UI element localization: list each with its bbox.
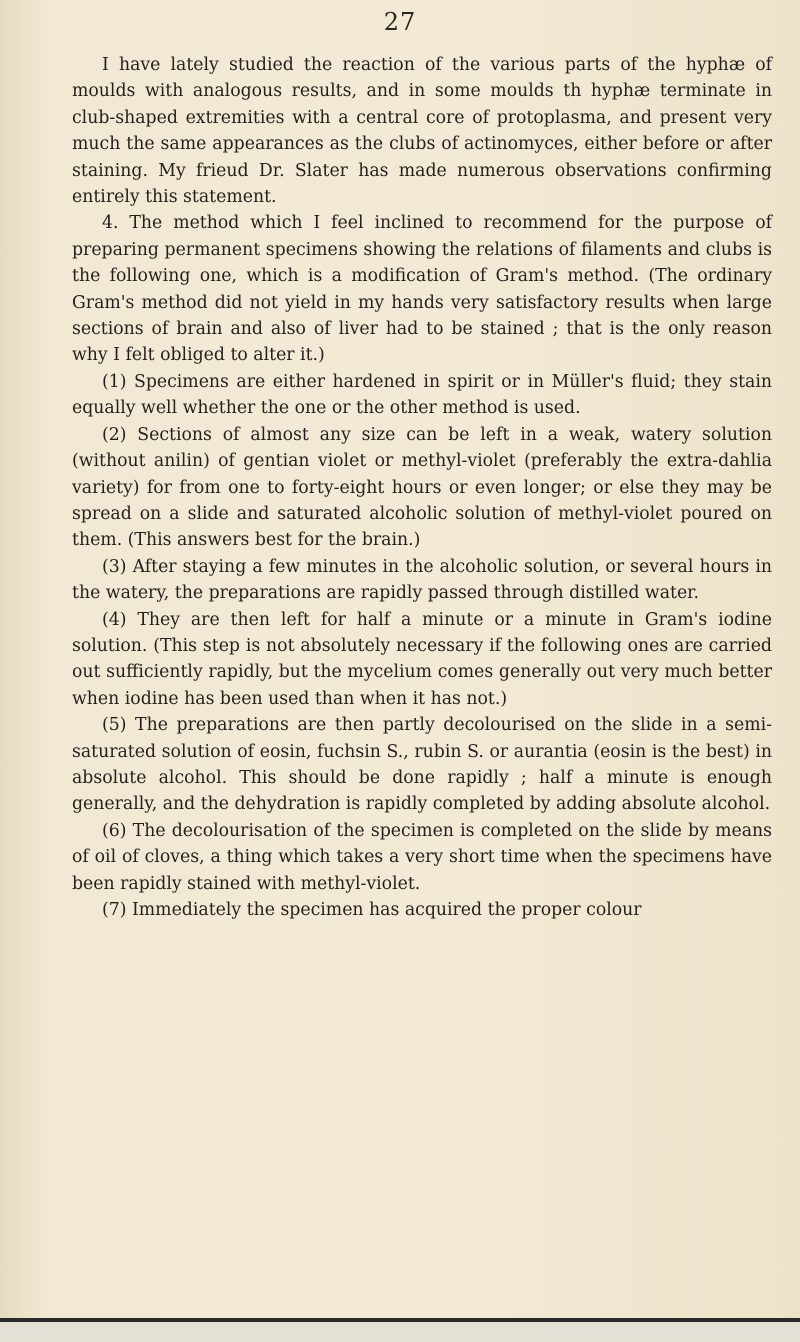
scan-margin: [0, 1322, 800, 1342]
paragraph-step-7: (7) Immediately the specimen has acquired the proper colour: [102, 900, 642, 920]
paragraph-method: 4. The method which I feel inclined to recommend for the purpose of preparing permanent specimens showing the relations of filaments and clubs is the following one, which is a modification of Gram's method. (The ordinary Gram's method did not yield in my hands very satisfactory results when large sections of brain and also of liver had to be stained ; that is the only reason why I felt obliged to alter it.): [72, 213, 772, 366]
paragraph-step-6: (6) The decolourisation of the specimen is completed on the slide by means of oil of cloves, a thing which takes a very short time when the specimens have been rapidly stained with methyl-violet.: [72, 820, 772, 894]
page-body: [72, 52, 772, 923]
page-number: 27: [383, 8, 417, 36]
paragraph-step-1: (1) Specimens are either hardened in spirit or in Müller's fluid; they stain equally well whether the one or the other method is used.: [72, 371, 772, 419]
paragraph-hyphae: I have lately studied the reaction of the various parts of the hyphæ of moulds with analogous results, and in some moulds th hyphæ terminate in club-shaped extremities with a central core of protoplasma, and present very much the same appearances as the clubs of actinomyces, either before or after staining. My frieud Dr. Slater has made numerous observations confirming entirely this statement.: [72, 55, 772, 208]
paragraph-step-3: (3) After staying a few minutes in the alcoholic solution, or several hours in the watery, the preparations are rapidly passed through distilled water.: [72, 556, 772, 604]
paragraph-step-4: (4) They are then left for half a minute or a minute in Gram's iodine solution. (This step is not absolutely necessary if the following ones are carried out sufficiently rapidly, but the mycelium comes generally out very much better when iodine has been used than when it has not.): [72, 609, 772, 709]
paragraph-step-5: (5) The preparations are then partly decolourised on the slide in a semi-saturated solution of eosin, fuchsin S., rubin S. or aurantia (eosin is the best) in absolute alcohol. This should be done rapidly ; half a minute is enough generally, and the dehydration is rapidly completed by adding absolute alcohol.: [72, 715, 772, 815]
paragraph-step-2: (2) Sections of almost any size can be left in a weak, watery solution (without anilin) of gentian violet or methyl-violet (preferably the extra-dahlia variety) for from one to forty-eight hours or even longer; or else they may be spread on a slide and saturated alcoholic solution of methyl-violet poured on them. (This answers best for the brain.): [72, 424, 772, 551]
